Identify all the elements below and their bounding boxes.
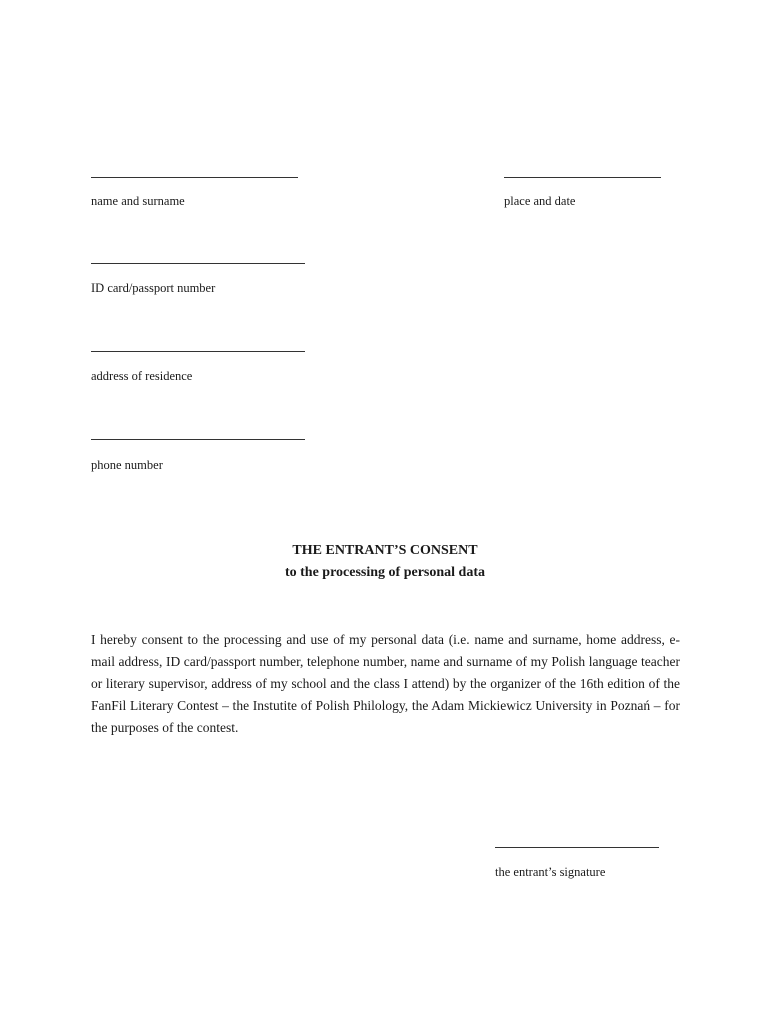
signature-line <box>495 847 659 848</box>
phone-line <box>91 439 305 440</box>
id-number-line <box>91 263 305 264</box>
consent-paragraph: I hereby consent to the processing and use of my personal data (i.e. name and surname, home address, e-mail address, ID card/passport number, telephone number, name and surname of my Polish language teacher or literary supervisor, address of my school and the class I attend) by the organizer of the 16th edition of the FanFil Literary Contest – the Instutite of Polish Philology, the Adam Mickiewicz University in Poznań – for the purposes of the contest. <box>91 632 680 735</box>
address-line <box>91 351 305 352</box>
place-date-label: place and date <box>504 194 576 208</box>
consent-title: THE ENTRANT’S CONSENT <box>292 543 478 558</box>
place-date-line <box>504 177 661 178</box>
consent-subtitle: to the processing of personal data <box>284 565 486 580</box>
signature-label: the entrant’s signature <box>495 865 606 879</box>
name-surname-line <box>91 177 298 178</box>
phone-label: phone number <box>91 458 163 472</box>
name-surname-label: name and surname <box>91 194 185 208</box>
address-label: address of residence <box>91 369 193 383</box>
id-number-label: ID card/passport number <box>91 281 216 295</box>
